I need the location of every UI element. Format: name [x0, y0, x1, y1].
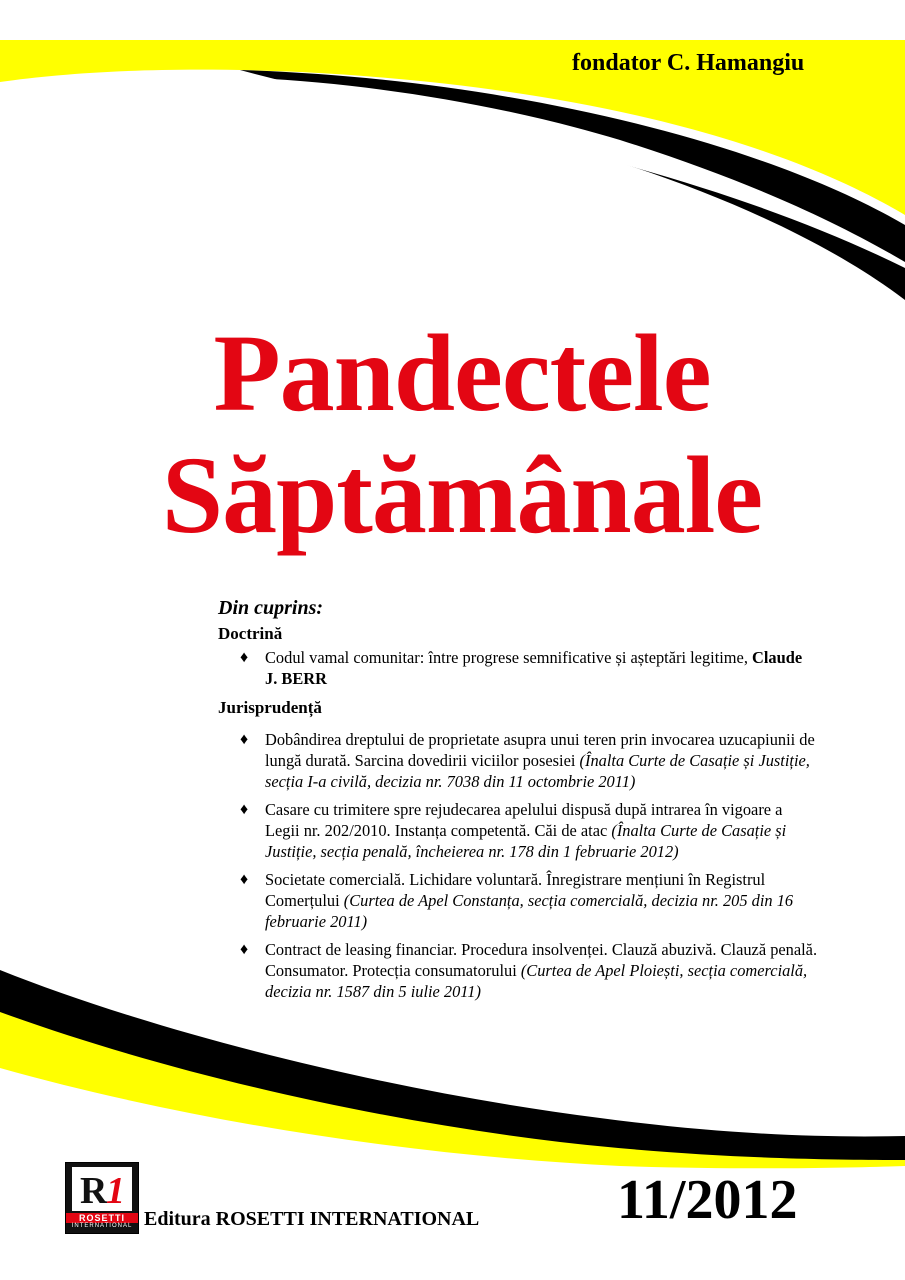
- item-author: Claude J. BERR: [265, 648, 803, 688]
- diamond-bullet-icon: ♦: [240, 649, 249, 666]
- table-of-contents: [218, 597, 818, 1010]
- logo-letter: R: [80, 1170, 108, 1212]
- item-text: Societate comercială. Lichidare voluntară. Înregistrare mențiuni în Registrul Comerțului: [265, 870, 766, 910]
- item-text: Dobândirea dreptului de proprietate asupra unui teren prin invocarea uzucapiunii de lungă durată. Sarcina dovedirii viciilor posesiei: [265, 730, 815, 770]
- section-heading-doctrine: Doctrină: [218, 624, 283, 643]
- issue-number: 11/2012: [617, 1169, 798, 1231]
- logo-subtitle: INTERNATIONAL: [71, 1223, 133, 1229]
- publisher-name: Editura ROSETTI INTERNATIONAL: [144, 1208, 480, 1230]
- diamond-bullet-icon: ♦: [240, 871, 249, 888]
- list-item: [218, 729, 818, 792]
- diamond-bullet-icon: ♦: [240, 731, 249, 748]
- item-text: Contract de leasing financiar. Procedura insolvenței. Clauză abuzivă. Clauză penală. Consumator. Protecția consumatorului: [265, 940, 818, 980]
- diamond-bullet-icon: ♦: [240, 941, 249, 958]
- list-item: [218, 939, 818, 1002]
- list-item: [218, 869, 818, 932]
- section-heading-case-law: Jurisprudență: [218, 698, 322, 717]
- founder-line: fondator C. Hamangiu: [572, 50, 805, 76]
- item-source: (Înalta Curte de Casație și Justiție, secția I-a civilă, decizia nr. 7038 din 11 octombrie 2011): [265, 751, 810, 791]
- case-law-list: [218, 729, 818, 1002]
- publisher-logo: [65, 1162, 139, 1234]
- logo-name: ROSETTI: [66, 1213, 138, 1223]
- contents-intro: Din cuprins:: [218, 597, 324, 619]
- diamond-bullet-icon: ♦: [240, 801, 249, 818]
- doctrine-list: [218, 647, 818, 689]
- logo-mark: [72, 1167, 132, 1211]
- item-text: Codul vamal comunitar: între progrese semnificative și așteptări legitime,: [265, 648, 753, 667]
- item-source: (Înalta Curte de Casație și Justiție, secția penală, încheierea nr. 178 din 1 februarie 2012): [265, 821, 787, 861]
- title-line-2: Săptămânale: [161, 434, 763, 556]
- list-item: [218, 647, 818, 689]
- logo-digit: 1: [106, 1170, 125, 1212]
- item-source: (Curtea de Apel Constanța, secția comercială, decizia nr. 205 din 16 februarie 2011): [265, 891, 794, 931]
- list-item: [218, 799, 818, 862]
- item-source: (Curtea de Apel Ploiești, secția comercială, decizia nr. 1587 din 5 iulie 2011): [265, 961, 808, 1001]
- item-text: Casare cu trimitere spre rejudecarea apelului dispusă după intrarea în vigoare a Legii nr. 202/2010. Instanța competentă. Căi de atac: [265, 800, 783, 840]
- title-line-1: Pandectele: [213, 312, 711, 434]
